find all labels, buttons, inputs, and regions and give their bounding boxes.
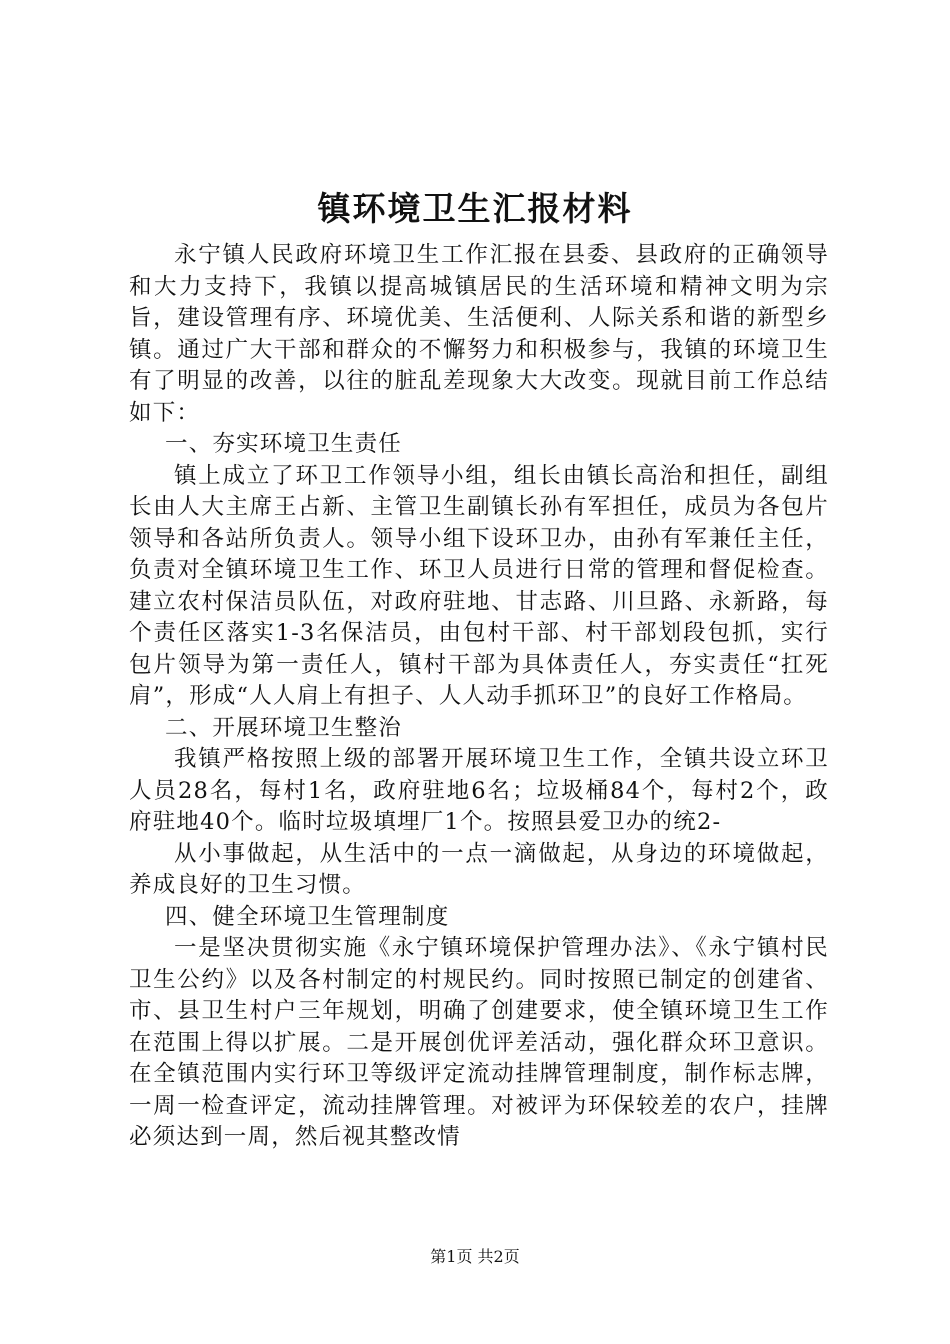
paragraph-rectification: 我镇严格按照上级的部署开展环境卫生工作，全镇共设立环卫人员28名，每村1名，政府驻地6名；垃圾桶84个，每村2个，政府驻地40个。临时垃圾填埋厂1个。按照县爱卫办的统2-: [129, 746, 829, 835]
document-body: [129, 240, 829, 1154]
section-heading-1: 一、夯实环境卫生责任: [165, 431, 403, 457]
document-title: 镇环境卫生汇报材料: [317, 189, 633, 228]
paragraph-responsibility: 镇上成立了环卫工作领导小组，组长由镇长高治和担任，副组长由人大主席王占新、主管卫生副镇长孙有军担任，成员为各包片领导和各站所负责人。领导小组下设环卫办，由孙有军兼任主任，负责对全镇环境卫生工作、环卫人员进行日常的管理和督促检查。建立农村保洁员队伍，对政府驻地、甘志路、川旦路、永新路，每个责任区落实1-3名保洁员，由包村干部、村干部划段包抓，实行包片领导为第一责任人，镇村干部为具体责任人，夯实责任“扛死肩”，形成“人人肩上有担子、人人动手抓环卫”的良好工作格局。: [129, 462, 829, 709]
paragraph-habits: 从小事做起，从生活中的一点一滴做起，从身边的环境做起，养成良好的卫生习惯。: [129, 840, 829, 898]
page-footer: 第1页 共2页: [430, 1247, 520, 1266]
paragraph-intro: 永宁镇人民政府环境卫生工作汇报在县委、县政府的正确领导和大力支持下，我镇以提高城镇居民的生活环境和精神文明为宗旨，建设管理有序、环境优美、生活便利、人际关系和谐的新型乡镇。通过广大干部和群众的不懈努力和积极参与，我镇的环境卫生有了明显的改善，以往的脏乱差现象大大改变。现就目前工作总结如下：: [129, 242, 829, 426]
section-heading-4: 四、健全环境卫生管理制度: [165, 903, 450, 930]
paragraph-management: 一是坚决贯彻实施《永宁镇环境保护管理办法》、《永宁镇村民卫生公约》以及各村制定的村规民约。同时按照已制定的创建省、市、县卫生村户三年规划，明确了创建要求，使全镇环境卫生工作在范围上得以扩展。二是开展创优评差活动，强化群众环卫意识。在全镇范围内实行环卫等级评定流动挂牌管理制度，制作标志牌，一周一检查评定，流动挂牌管理。对被评为环保较差的农户，挂牌必须达到一周，然后视其整改情: [129, 935, 829, 1150]
section-heading-2: 二、开展环境卫生整治: [165, 714, 403, 741]
